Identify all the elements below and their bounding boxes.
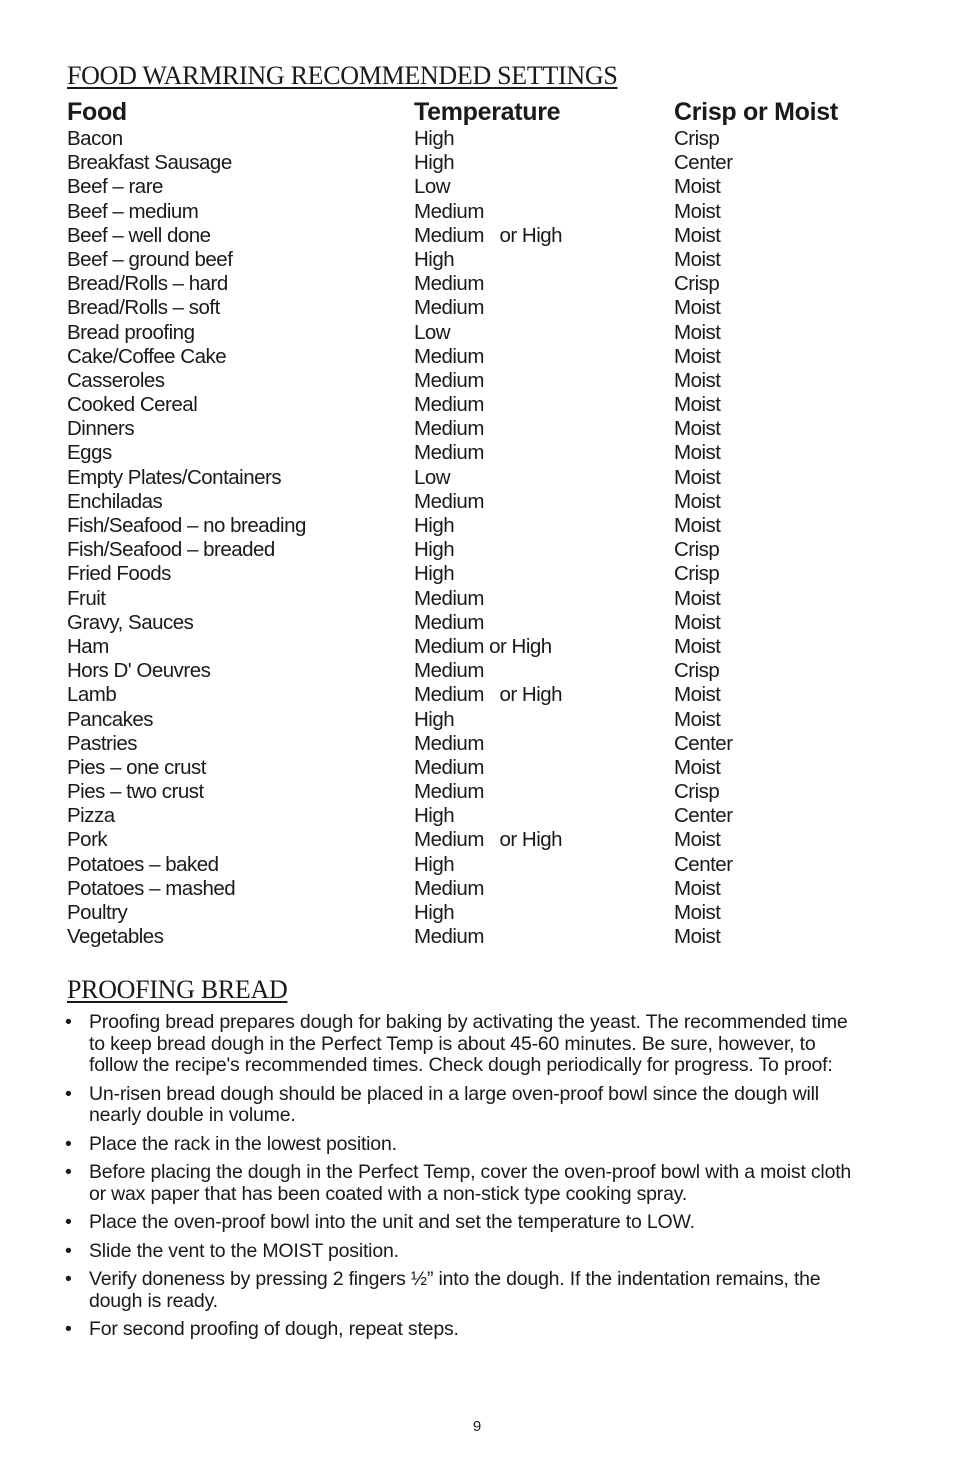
table-body bbox=[67, 127, 887, 949]
setting-cell: Crisp bbox=[674, 272, 720, 296]
food-cell: Vegetables bbox=[67, 925, 164, 949]
temperature-cell: Medium bbox=[414, 586, 484, 610]
setting-cell: Center bbox=[674, 731, 733, 755]
bullet-dot-icon: • bbox=[65, 1239, 72, 1262]
temperature-cell: Medium bbox=[414, 731, 484, 755]
table-row bbox=[67, 345, 887, 369]
setting-cell: Moist bbox=[674, 755, 721, 779]
proofing-steps-list bbox=[65, 1012, 865, 1348]
table-row bbox=[67, 756, 887, 780]
bullet-dot-icon: • bbox=[65, 1132, 72, 1155]
table-row bbox=[67, 127, 887, 151]
table-row bbox=[67, 393, 887, 417]
food-cell: Fried Foods bbox=[67, 562, 171, 586]
table-row bbox=[67, 708, 887, 732]
proofing-step bbox=[65, 1134, 865, 1156]
food-cell: Breakfast Sausage bbox=[67, 151, 232, 175]
bullet-dot-icon: • bbox=[65, 1161, 72, 1183]
table-row bbox=[67, 538, 887, 562]
temperature-cell: High bbox=[414, 247, 455, 271]
table-row bbox=[67, 369, 887, 393]
food-cell: Pork bbox=[67, 828, 108, 852]
food-cell: Beef – medium bbox=[67, 199, 199, 223]
food-cell: Pastries bbox=[67, 731, 138, 755]
proofing-step-text: Place the oven-proof bowl into the unit and set the temperature to LOW. bbox=[89, 1211, 695, 1233]
food-cell: Beef – ground beef bbox=[67, 247, 233, 271]
table-row bbox=[67, 562, 887, 586]
table-row bbox=[67, 683, 887, 707]
temperature-cell: Low bbox=[414, 320, 451, 344]
table-row bbox=[67, 490, 887, 514]
setting-cell: Moist bbox=[674, 199, 721, 223]
temperature-cell: Medium bbox=[414, 610, 484, 634]
setting-cell: Center bbox=[674, 852, 733, 876]
proofing-step-text: Un-risen bread dough should be placed in a large oven-proof bowl since the dough will nearly double in volume. bbox=[89, 1082, 819, 1126]
setting-cell: Crisp bbox=[674, 538, 720, 562]
setting-cell: Moist bbox=[674, 247, 721, 271]
setting-cell: Moist bbox=[674, 925, 721, 949]
table-row bbox=[67, 780, 887, 804]
temperature-cell: Medium bbox=[414, 368, 484, 392]
temperature-cell: Low bbox=[414, 175, 451, 199]
temperature-cell: High bbox=[414, 707, 455, 731]
food-cell: Potatoes – baked bbox=[67, 852, 219, 876]
page-number: 9 bbox=[472, 1418, 482, 1435]
table-row bbox=[67, 175, 887, 199]
setting-cell: Moist bbox=[674, 393, 721, 417]
setting-cell: Moist bbox=[674, 514, 721, 537]
temperature-cell: Medium bbox=[414, 780, 484, 804]
food-cell: Ham bbox=[67, 634, 109, 658]
setting-cell: Center bbox=[674, 804, 733, 828]
setting-cell: Moist bbox=[674, 610, 721, 634]
header-food: Food bbox=[67, 98, 127, 126]
food-cell: Eggs bbox=[67, 441, 112, 465]
settings-section-title: FOOD WARMRING RECOMMENDED SETTINGS bbox=[67, 61, 618, 90]
table-row bbox=[67, 587, 887, 611]
proofing-step-text: For second proofing of dough, repeat steps. bbox=[89, 1318, 459, 1340]
bullet-dot-icon: • bbox=[65, 1268, 72, 1290]
table-row bbox=[67, 635, 887, 659]
setting-cell: Moist bbox=[674, 296, 721, 320]
proofing-section-title: PROOFING BREAD bbox=[67, 975, 288, 1004]
temperature-cell: Medium bbox=[414, 199, 484, 223]
food-cell: Cooked Cereal bbox=[67, 393, 198, 417]
settings-table bbox=[67, 97, 887, 949]
table-row bbox=[67, 659, 887, 683]
table-row bbox=[67, 321, 887, 345]
table-row bbox=[67, 272, 887, 296]
proofing-step bbox=[65, 1319, 865, 1341]
table-row bbox=[67, 248, 887, 272]
bullet-dot-icon: • bbox=[65, 1211, 72, 1233]
temperature-cell: Medium or High bbox=[414, 683, 563, 707]
setting-cell: Moist bbox=[674, 368, 721, 392]
setting-cell: Moist bbox=[674, 707, 721, 731]
temperature-cell: Medium bbox=[414, 296, 484, 320]
temperature-cell: Medium or High bbox=[414, 828, 563, 852]
food-cell: Cake/Coffee Cake bbox=[67, 344, 227, 368]
temperature-cell: Medium bbox=[414, 272, 484, 296]
food-cell: Pizza bbox=[67, 804, 115, 828]
table-row bbox=[67, 901, 887, 925]
temperature-cell: Medium bbox=[414, 755, 484, 779]
setting-cell: Moist bbox=[674, 344, 721, 368]
food-cell: Dinners bbox=[67, 417, 135, 441]
proofing-step-text: Verify doneness by pressing 2 fingers ½” into the dough. If the indentation remains, the dough is ready. bbox=[89, 1268, 821, 1312]
setting-cell: Center bbox=[674, 151, 733, 175]
proofing-step bbox=[65, 1269, 865, 1312]
table-row bbox=[67, 514, 887, 538]
bullet-dot-icon: • bbox=[65, 1318, 72, 1340]
food-cell: Bread/Rolls – soft bbox=[67, 296, 220, 320]
food-cell: Fruit bbox=[67, 586, 106, 610]
setting-cell: Crisp bbox=[674, 127, 720, 150]
food-cell: Enchiladas bbox=[67, 489, 163, 513]
food-cell: Bread/Rolls – hard bbox=[67, 272, 228, 296]
setting-cell: Moist bbox=[674, 175, 721, 199]
proofing-step bbox=[65, 1162, 865, 1205]
food-cell: Beef – well done bbox=[67, 223, 211, 247]
table-row bbox=[67, 877, 887, 901]
food-cell: Pies – one crust bbox=[67, 755, 206, 779]
setting-cell: Moist bbox=[674, 441, 721, 465]
table-row bbox=[67, 417, 887, 441]
temperature-cell: High bbox=[414, 538, 455, 562]
food-cell: Hors D' Oeuvres bbox=[67, 659, 211, 683]
proofing-step-text: Place the rack in the lowest position. bbox=[89, 1132, 397, 1155]
food-cell: Lamb bbox=[67, 683, 117, 707]
setting-cell: Moist bbox=[674, 876, 721, 900]
temperature-cell: High bbox=[414, 804, 455, 828]
proofing-step bbox=[65, 1084, 865, 1127]
food-cell: Pancakes bbox=[67, 707, 154, 731]
setting-cell: Crisp bbox=[674, 659, 720, 683]
food-cell: Bacon bbox=[67, 127, 123, 150]
temperature-cell: Medium bbox=[414, 344, 484, 368]
header-crisp-or-moist: Crisp or Moist bbox=[674, 98, 838, 126]
temperature-cell: Medium bbox=[414, 393, 484, 417]
temperature-cell: Medium or High bbox=[414, 634, 552, 658]
temperature-cell: Medium bbox=[414, 925, 484, 949]
table-row bbox=[67, 925, 887, 949]
setting-cell: Moist bbox=[674, 223, 721, 247]
food-cell: Pies – two crust bbox=[67, 780, 204, 804]
setting-cell: Moist bbox=[674, 901, 721, 924]
setting-cell: Crisp bbox=[674, 562, 720, 586]
food-cell: Empty Plates/Containers bbox=[67, 465, 282, 489]
food-cell: Potatoes – mashed bbox=[67, 876, 236, 900]
temperature-cell: High bbox=[414, 562, 455, 586]
proofing-step-text: Proofing bread prepares dough for baking by activating the yeast. The recommended time to keep bread dough in the Perfect Temp is about 45-60 minutes. Be sure, however, to follow the recipe's recommended times. Check dough periodically for progress. To proof: bbox=[89, 1011, 848, 1076]
proofing-step-text: Slide the vent to the MOIST position. bbox=[89, 1239, 399, 1262]
table-header-row bbox=[67, 97, 887, 127]
table-row bbox=[67, 466, 887, 490]
table-row bbox=[67, 441, 887, 465]
table-row bbox=[67, 611, 887, 635]
temperature-cell: Low bbox=[414, 465, 451, 489]
setting-cell: Crisp bbox=[674, 780, 720, 804]
bullet-dot-icon: • bbox=[65, 1082, 72, 1105]
setting-cell: Moist bbox=[674, 465, 721, 489]
temperature-cell: Medium or High bbox=[414, 223, 563, 247]
food-cell: Fish/Seafood – breaded bbox=[67, 538, 275, 562]
table-row bbox=[67, 732, 887, 756]
temperature-cell: Medium bbox=[414, 489, 484, 513]
bullet-dot-icon: • bbox=[65, 1011, 72, 1033]
table-row bbox=[67, 224, 887, 248]
setting-cell: Moist bbox=[674, 489, 721, 513]
food-cell: Bread proofing bbox=[67, 320, 195, 344]
temperature-cell: Medium bbox=[414, 659, 484, 683]
temperature-cell: High bbox=[414, 151, 455, 175]
setting-cell: Moist bbox=[674, 634, 721, 658]
food-cell: Casseroles bbox=[67, 368, 165, 392]
table-row bbox=[67, 853, 887, 877]
setting-cell: Moist bbox=[674, 586, 721, 610]
temperature-cell: Medium bbox=[414, 417, 484, 441]
temperature-cell: Medium bbox=[414, 876, 484, 900]
food-cell: Fish/Seafood – no breading bbox=[67, 514, 306, 537]
temperature-cell: High bbox=[414, 514, 455, 537]
table-row bbox=[67, 200, 887, 224]
setting-cell: Moist bbox=[674, 417, 721, 441]
setting-cell: Moist bbox=[674, 828, 721, 852]
table-row bbox=[67, 151, 887, 175]
header-temperature: Temperature bbox=[414, 98, 561, 126]
temperature-cell: Medium bbox=[414, 441, 484, 465]
temperature-cell: High bbox=[414, 127, 455, 150]
table-row bbox=[67, 296, 887, 320]
table-row bbox=[67, 828, 887, 852]
proofing-step-text: Before placing the dough in the Perfect Temp, cover the oven-proof bowl with a moist cloth or wax paper that has been coated with a non-stick type cooking spray. bbox=[89, 1161, 852, 1205]
food-cell: Poultry bbox=[67, 901, 128, 924]
food-cell: Gravy, Sauces bbox=[67, 610, 194, 634]
setting-cell: Moist bbox=[674, 683, 721, 707]
proofing-step bbox=[65, 1241, 865, 1263]
temperature-cell: High bbox=[414, 901, 455, 924]
table-row bbox=[67, 804, 887, 828]
proofing-step bbox=[65, 1012, 865, 1077]
proofing-step bbox=[65, 1212, 865, 1234]
temperature-cell: High bbox=[414, 852, 455, 876]
food-cell: Beef – rare bbox=[67, 175, 163, 199]
setting-cell: Moist bbox=[674, 320, 721, 344]
